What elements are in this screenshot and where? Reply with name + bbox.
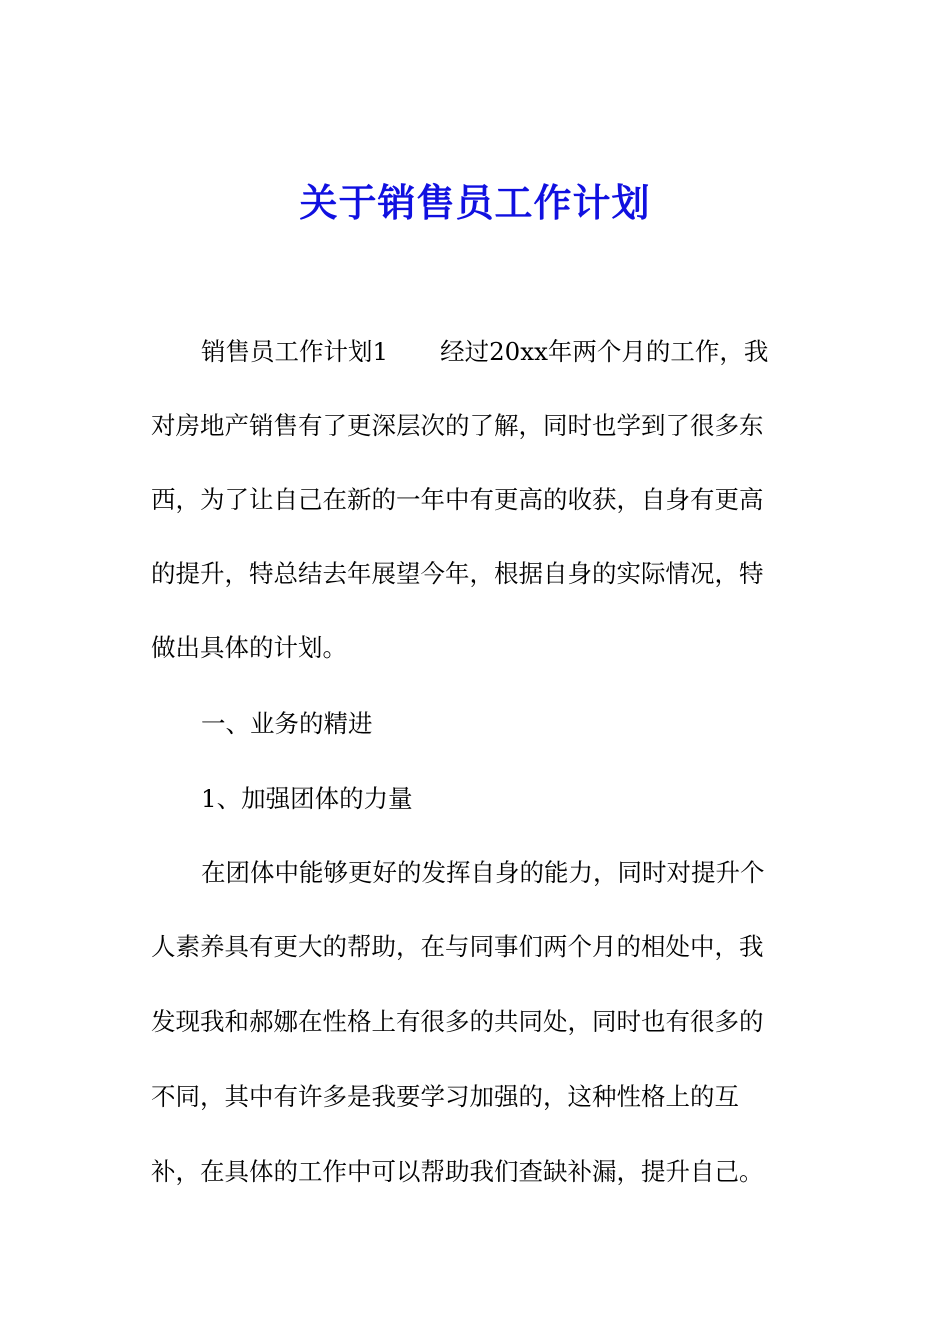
- paragraph-1-line-2: 对房地产销售有了更深层次的了解，同时也学到了很多东: [151, 411, 764, 440]
- paragraph-1-line-4: 的提升，特总结去年展望今年，根据自身的实际情况，特: [151, 559, 764, 588]
- paragraph-2-line-4: 不同，其中有许多是我要学习加强的，这种性格上的互: [151, 1082, 739, 1111]
- paragraph-1-first-line-text: 经过20xx年两个月的工作，我: [440, 337, 769, 366]
- paragraph-1-line-5: 做出具体的计划。: [151, 633, 347, 662]
- paragraph-1-line-3: 西，为了让自己在新的一年中有更高的收获，自身有更高: [151, 485, 764, 514]
- paragraph-2-line-5: 补，在具体的工作中可以帮助我们查缺补漏，提升自己。: [151, 1157, 764, 1186]
- paragraph-2-line-2: 人素养具有更大的帮助，在与同事们两个月的相处中，我: [151, 932, 764, 961]
- paragraph-2-line-3: 发现我和郝娜在性格上有很多的共同处，同时也有很多的: [151, 1007, 764, 1036]
- plan-heading: 销售员工作计划1: [201, 337, 389, 366]
- section-heading: 一、业务的精进: [201, 709, 373, 738]
- paragraph-1-first-line: [201, 334, 861, 370]
- subsection-heading: 1、加强团体的力量: [201, 784, 413, 813]
- document-title: 关于销售员工作计划: [299, 180, 651, 225]
- paragraph-2-first-line: 在团体中能够更好的发挥自身的能力，同时对提升个: [201, 858, 765, 887]
